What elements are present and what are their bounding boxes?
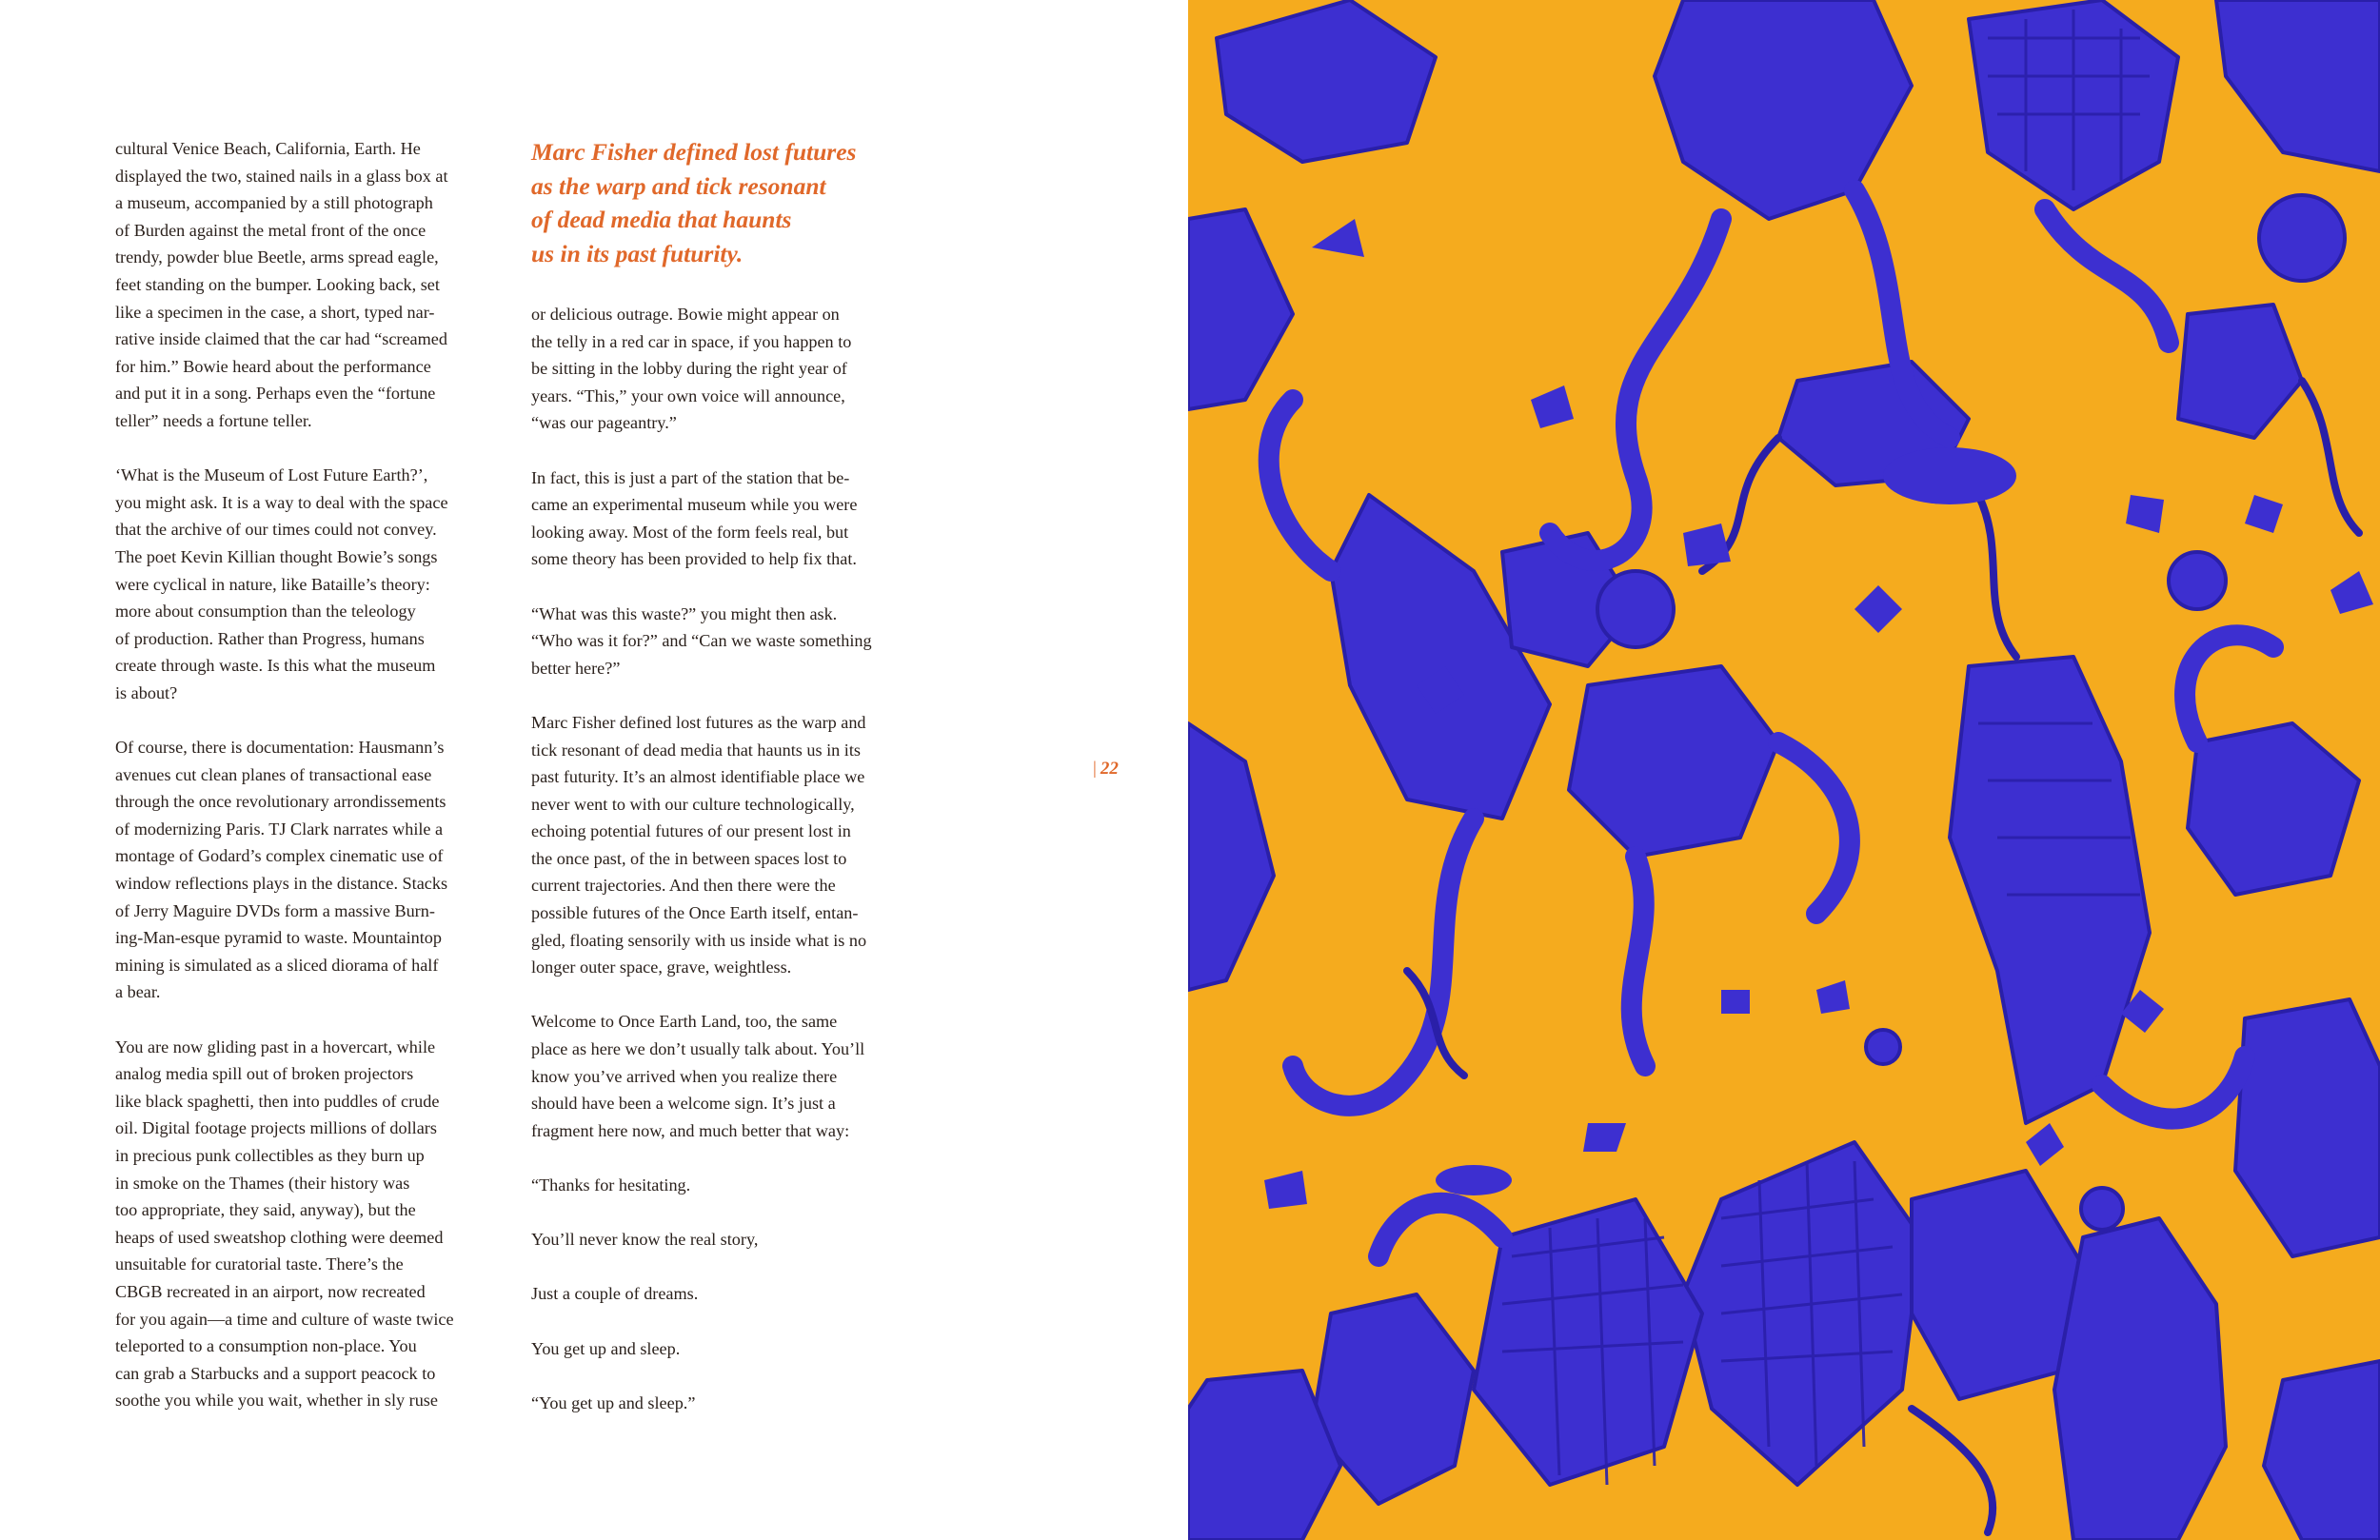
- text-line: heaps of used sweatshop clothing were deemed: [115, 1227, 444, 1247]
- text-line: “You get up and sleep.”: [531, 1392, 696, 1412]
- text-line: The poet Kevin Killian thought Bowie’s songs: [115, 546, 438, 566]
- text-line: for him.” Bowie heard about the performance: [115, 356, 431, 376]
- pull-quote-line: of dead media that haunts: [531, 206, 792, 233]
- text-line: through the once revolutionary arrondissements: [115, 792, 446, 812]
- column2-paragraph: [531, 1390, 931, 1417]
- text-line: tick resonant of dead media that haunts us in its: [531, 740, 861, 760]
- text-line: should have been a welcome sign. It’s just a: [531, 1094, 836, 1114]
- text-line: better here?”: [531, 658, 621, 678]
- text-line: You’ll never know the real story,: [531, 1230, 759, 1250]
- column2-paragraph: [531, 601, 931, 682]
- text-line: Of course, there is documentation: Hausmann’s: [115, 738, 445, 758]
- text-line: teller” needs a fortune teller.: [115, 410, 312, 430]
- text-line: fragment here now, and much better that way:: [531, 1120, 850, 1140]
- text-column-2: [531, 135, 931, 1416]
- text-line: “was our pageantry.”: [531, 413, 677, 433]
- pull-quote: [531, 135, 931, 270]
- text-line: teleported to a consumption non-place. You: [115, 1336, 417, 1356]
- text-line: or delicious outrage. Bowie might appear on: [531, 305, 840, 324]
- text-line: gled, floating sensorily with us inside what is no: [531, 930, 867, 950]
- pull-quote-line: as the warp and tick resonant: [531, 171, 826, 200]
- text-line: never went to with our culture technologically,: [531, 794, 855, 814]
- text-line: You are now gliding past in a hovercart, while: [115, 1037, 436, 1056]
- text-line: the once past, of the in between spaces lost to: [531, 848, 847, 868]
- text-line: You get up and sleep.: [531, 1338, 681, 1358]
- text-line: ing-Man-esque pyramid to waste. Mountaintop: [115, 928, 442, 948]
- text-line: for you again—a time and culture of waste twice: [115, 1309, 454, 1329]
- column2-paragraph: [531, 1172, 931, 1199]
- text-line: mining is simulated as a sliced diorama of half: [115, 955, 439, 975]
- text-line: you might ask. It is a way to deal with the space: [115, 492, 448, 512]
- text-line: CBGB recreated in an airport, now recreated: [115, 1281, 426, 1301]
- text-line: ‘What is the Museum of Lost Future Earth?’,: [115, 465, 428, 485]
- text-line: “What was this waste?” you might then ask.: [531, 603, 838, 623]
- text-line: Marc Fisher defined lost futures as the warp and: [531, 712, 866, 732]
- text-line: can grab a Starbucks and a support peacock to: [115, 1363, 436, 1383]
- column1-paragraph: [115, 135, 525, 435]
- text-line: more about consumption than the teleology: [115, 602, 416, 622]
- text-line: be sitting in the lobby during the right year of: [531, 359, 847, 379]
- column1-paragraph: [115, 734, 525, 1006]
- text-line: unsuitable for curatorial taste. There’s the: [115, 1254, 404, 1274]
- text-line: displayed the two, stained nails in a glass box at: [115, 166, 448, 186]
- text-line: trendy, powder blue Beetle, arms spread eagle,: [115, 247, 439, 267]
- text-line: “Who was it for?” and “Can we waste something: [531, 631, 872, 651]
- text-line: some theory has been provided to help fix that.: [531, 549, 857, 569]
- text-line: rative inside claimed that the car had “screamed: [115, 329, 447, 349]
- text-line: Welcome to Once Earth Land, too, the same: [531, 1012, 838, 1032]
- text-line: too appropriate, they said, anyway), but the: [115, 1200, 416, 1220]
- text-line: place as here we don’t usually talk about. You’ll: [531, 1039, 865, 1059]
- text-line: in smoke on the Thames (their history was: [115, 1173, 410, 1193]
- text-line: a bear.: [115, 982, 161, 1002]
- text-line: cultural Venice Beach, California, Earth. He: [115, 139, 421, 158]
- text-line: soothe you while you wait, whether in sly ruse: [115, 1391, 438, 1411]
- text-line: in precious punk collectibles as they burn up: [115, 1145, 425, 1165]
- column2-paragraph: [531, 301, 931, 437]
- pull-quote-line: us in its past futurity.: [531, 239, 744, 267]
- text-line: looking away. Most of the form feels real, but: [531, 522, 849, 542]
- column2-paragraph: [531, 1335, 931, 1363]
- text-line: create through waste. Is this what the museum: [115, 656, 436, 676]
- text-line: a museum, accompanied by a still photograph: [115, 193, 433, 213]
- text-line: of Jerry Maguire DVDs form a massive Burn-: [115, 900, 435, 920]
- column1-paragraph: [115, 1034, 525, 1414]
- text-line: the telly in a red car in space, if you happen to: [531, 331, 852, 351]
- text-line: of modernizing Paris. TJ Clark narrates while a: [115, 819, 444, 839]
- text-line: In fact, this is just a part of the station that be-: [531, 467, 850, 487]
- text-line: is about?: [115, 682, 178, 702]
- text-line: avenues cut clean planes of transactional ease: [115, 764, 432, 784]
- text-line: window reflections plays in the distance. Stacks: [115, 874, 448, 894]
- text-line: “Thanks for hesitating.: [531, 1175, 691, 1194]
- text-line: current trajectories. And then there were the: [531, 876, 836, 896]
- page-number: | 22: [1093, 759, 1119, 779]
- column1-paragraph: [115, 462, 525, 706]
- text-line: years. “This,” your own voice will announce,: [531, 385, 845, 405]
- floating-debris-illustration: [1188, 0, 2380, 1540]
- text-line: analog media spill out of broken projectors: [115, 1064, 414, 1084]
- text-column-1: [115, 135, 525, 1414]
- text-line: echoing potential futures of our present lost in: [531, 821, 851, 841]
- text-line: montage of Godard’s complex cinematic use of: [115, 846, 444, 866]
- text-line: of production. Rather than Progress, humans: [115, 628, 425, 648]
- pull-quote-line: Marc Fisher defined lost futures: [531, 138, 857, 166]
- text-line: like a specimen in the case, a short, typed nar-: [115, 302, 435, 322]
- column2-paragraph: [531, 1008, 931, 1144]
- text-line: Just a couple of dreams.: [531, 1284, 699, 1304]
- text-line: know you’ve arrived when you realize there: [531, 1066, 838, 1086]
- text-line: feet standing on the bumper. Looking back, set: [115, 274, 440, 294]
- left-text-page: [0, 0, 1188, 1540]
- text-line: possible futures of the Once Earth itself, entan-: [531, 903, 859, 923]
- text-line: like black spaghetti, then into puddles of crude: [115, 1091, 440, 1111]
- column2-paragraph: [531, 709, 931, 981]
- column2-paragraph: [531, 1226, 931, 1254]
- text-line: that the archive of our times could not convey.: [115, 520, 437, 540]
- column2-paragraph: [531, 1280, 931, 1308]
- text-line: were cyclical in nature, like Bataille’s theory:: [115, 574, 430, 594]
- column2-paragraph: [531, 464, 931, 573]
- text-line: and put it in a song. Perhaps even the “fortune: [115, 384, 436, 404]
- text-line: past futurity. It’s an almost identifiable place we: [531, 767, 865, 787]
- text-line: came an experimental museum while you were: [531, 495, 858, 515]
- text-line: longer outer space, grave, weightless.: [531, 958, 792, 977]
- illustration-page: [1188, 0, 2380, 1540]
- page-number-value: 22: [1100, 759, 1119, 779]
- text-line: of Burden against the metal front of the once: [115, 220, 426, 240]
- text-line: oil. Digital footage projects millions of dollars: [115, 1118, 437, 1138]
